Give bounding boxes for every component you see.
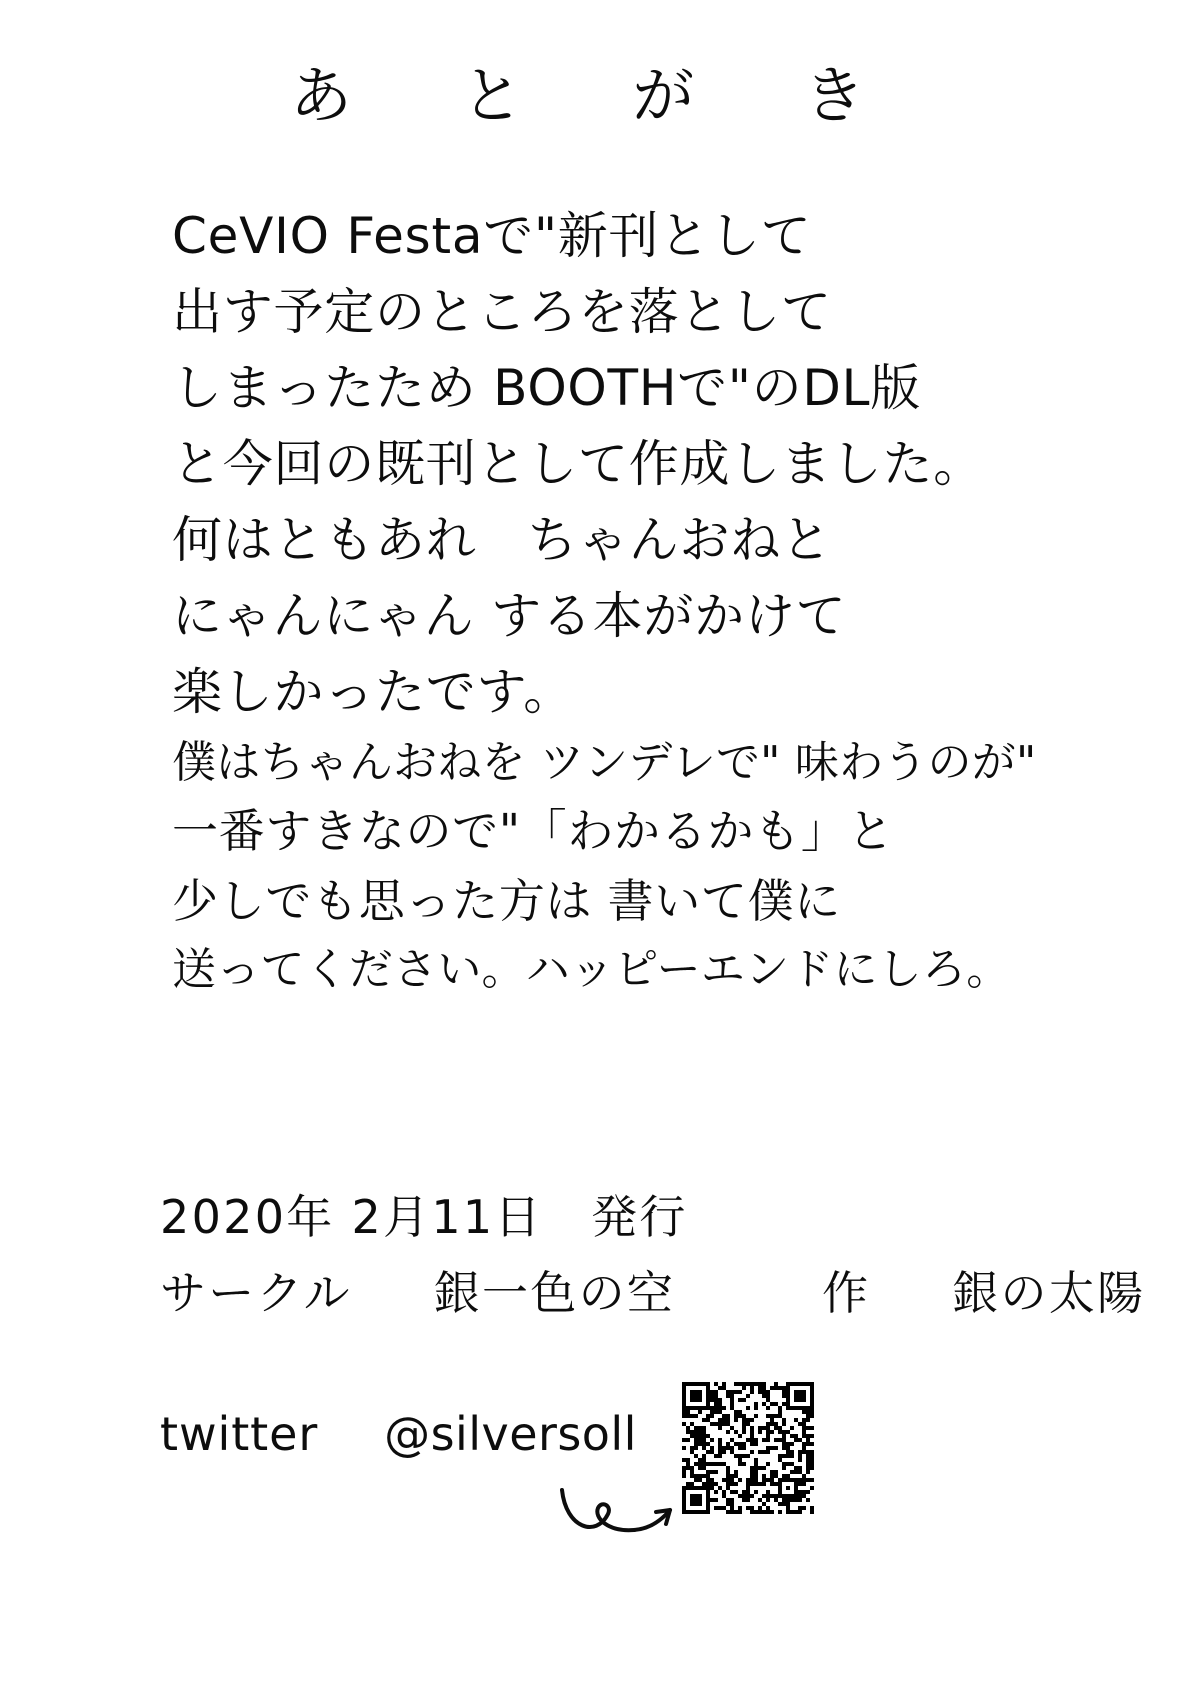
circle-label: サークル	[160, 1265, 352, 1320]
credits-line	[160, 1256, 1146, 1332]
author-label: 作	[822, 1265, 871, 1320]
colophon	[160, 1180, 1146, 1332]
twitter-label: twitter	[160, 1407, 319, 1461]
author-name: 銀の太陽	[952, 1265, 1146, 1320]
body-line: 送ってください。ハッピーエンドにしろ。	[172, 943, 1011, 995]
body-line: と今回の既刊として作成しました。	[172, 435, 984, 493]
page-title: あ と が き	[290, 59, 889, 132]
body-line: 楽しかったです。	[172, 663, 574, 721]
twitter-handle[interactable]: @silversoll	[384, 1407, 637, 1461]
body-line: 何はともあれ ちゃんおねと	[172, 511, 832, 569]
qr-code-image	[682, 1382, 814, 1514]
circle-name: 銀一色の空	[433, 1265, 676, 1320]
afterword-body	[172, 198, 1072, 1004]
body-line: 僕はちゃんおねを ツンデレで" 味わうのが"	[172, 737, 1037, 788]
body-line: CeVIO Festaで"新刊として	[172, 207, 812, 265]
curved-arrow-icon	[556, 1482, 686, 1552]
qr-code[interactable]	[682, 1382, 814, 1514]
body-line: にゃんにゃん する本がかけて	[172, 587, 847, 645]
contact-row	[160, 1395, 1160, 1461]
body-line: 一番すきなので"「わかるかも」と	[172, 803, 895, 858]
body-line: しまったため BOOTHで"のDL版	[172, 359, 922, 417]
body-line: 少しでも思った方は 書いて僕に	[172, 873, 841, 928]
publication-date: 2020年 2月11日 発行	[160, 1190, 688, 1244]
body-line: 出す予定のところを落として	[172, 283, 832, 341]
